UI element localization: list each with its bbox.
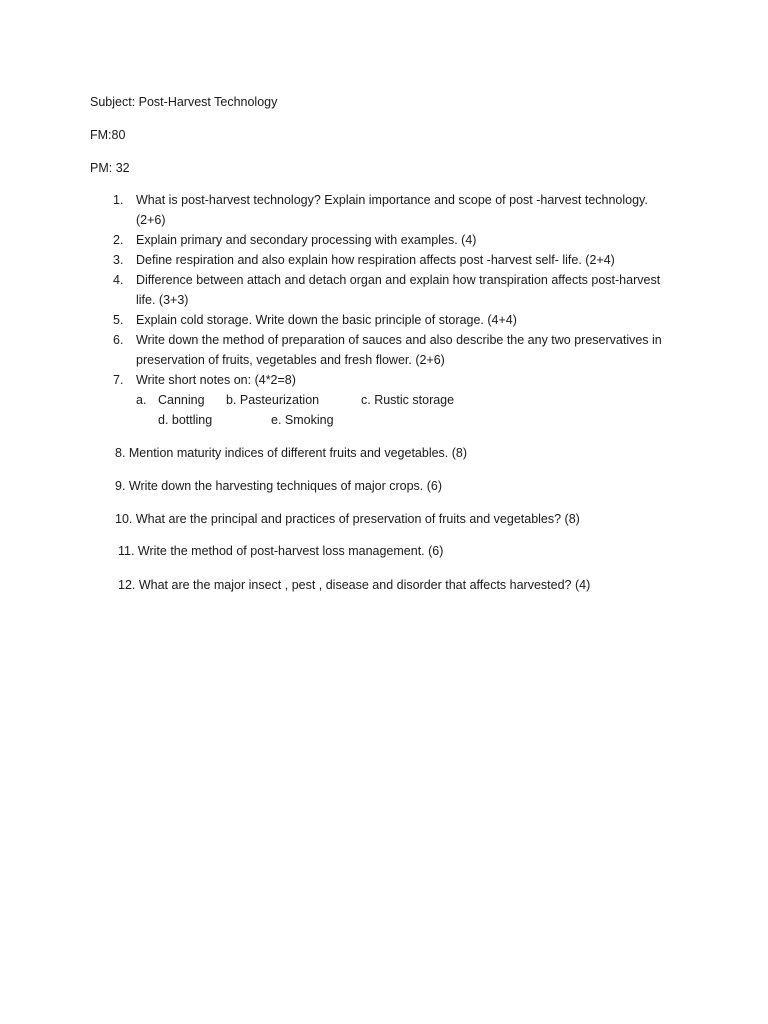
question-number: 6.	[113, 333, 124, 347]
question-text-continued: preservation of fruits, vegetables and fresh flower. (2+6)	[136, 353, 445, 367]
question-text-continued: life. (3+3)	[136, 293, 189, 307]
question-number: 1.	[113, 193, 124, 207]
sub-item-canning: Canning	[158, 393, 205, 407]
question-text: Define respiration and also explain how respiration affects post -harvest self- life. (2+4)	[136, 253, 615, 267]
question-11: 11. Write the method of post-harvest loss management. (6)	[118, 544, 444, 558]
subject-line: Subject: Post-Harvest Technology	[90, 95, 278, 109]
question-text: Write down the method of preparation of sauces and also describe the any two preservatives in	[136, 333, 662, 347]
question-number: 5.	[113, 313, 124, 327]
sub-item-smoking: e. Smoking	[271, 413, 334, 427]
sub-item-bottling: d. bottling	[158, 413, 213, 427]
sub-item-pasteurization: b. Pasteurization	[226, 393, 320, 407]
question-text: Explain cold storage. Write down the basic principle of storage. (4+4)	[136, 313, 517, 327]
pass-marks: PM: 32	[90, 161, 130, 175]
question-12: 12. What are the major insect , pest , disease and disorder that affects harvested? (4)	[118, 578, 591, 592]
sub-item-rustic-storage: c. Rustic storage	[361, 393, 455, 407]
question-text: Explain primary and secondary processing with examples. (4)	[136, 233, 477, 247]
question-text: What is post-harvest technology? Explain importance and scope of post -harvest technology.	[136, 193, 648, 207]
question-text-continued: (2+6)	[136, 213, 166, 227]
question-number: 7.	[113, 373, 124, 387]
question-10: 10. What are the principal and practices of preservation of fruits and vegetables? (8)	[115, 512, 580, 526]
question-number: 2.	[113, 233, 124, 247]
full-marks: FM:80	[90, 128, 126, 142]
question-text: Write short notes on: (4*2=8)	[136, 373, 296, 387]
question-number: 4.	[113, 273, 124, 287]
sub-item-marker: a.	[136, 393, 147, 407]
question-8: 8. Mention maturity indices of different fruits and vegetables. (8)	[115, 446, 468, 460]
question-9: 9. Write down the harvesting techniques of major crops. (6)	[115, 479, 443, 493]
question-number: 3.	[113, 253, 124, 267]
question-text: Difference between attach and detach organ and explain how transpiration affects post-harvest	[136, 273, 661, 287]
